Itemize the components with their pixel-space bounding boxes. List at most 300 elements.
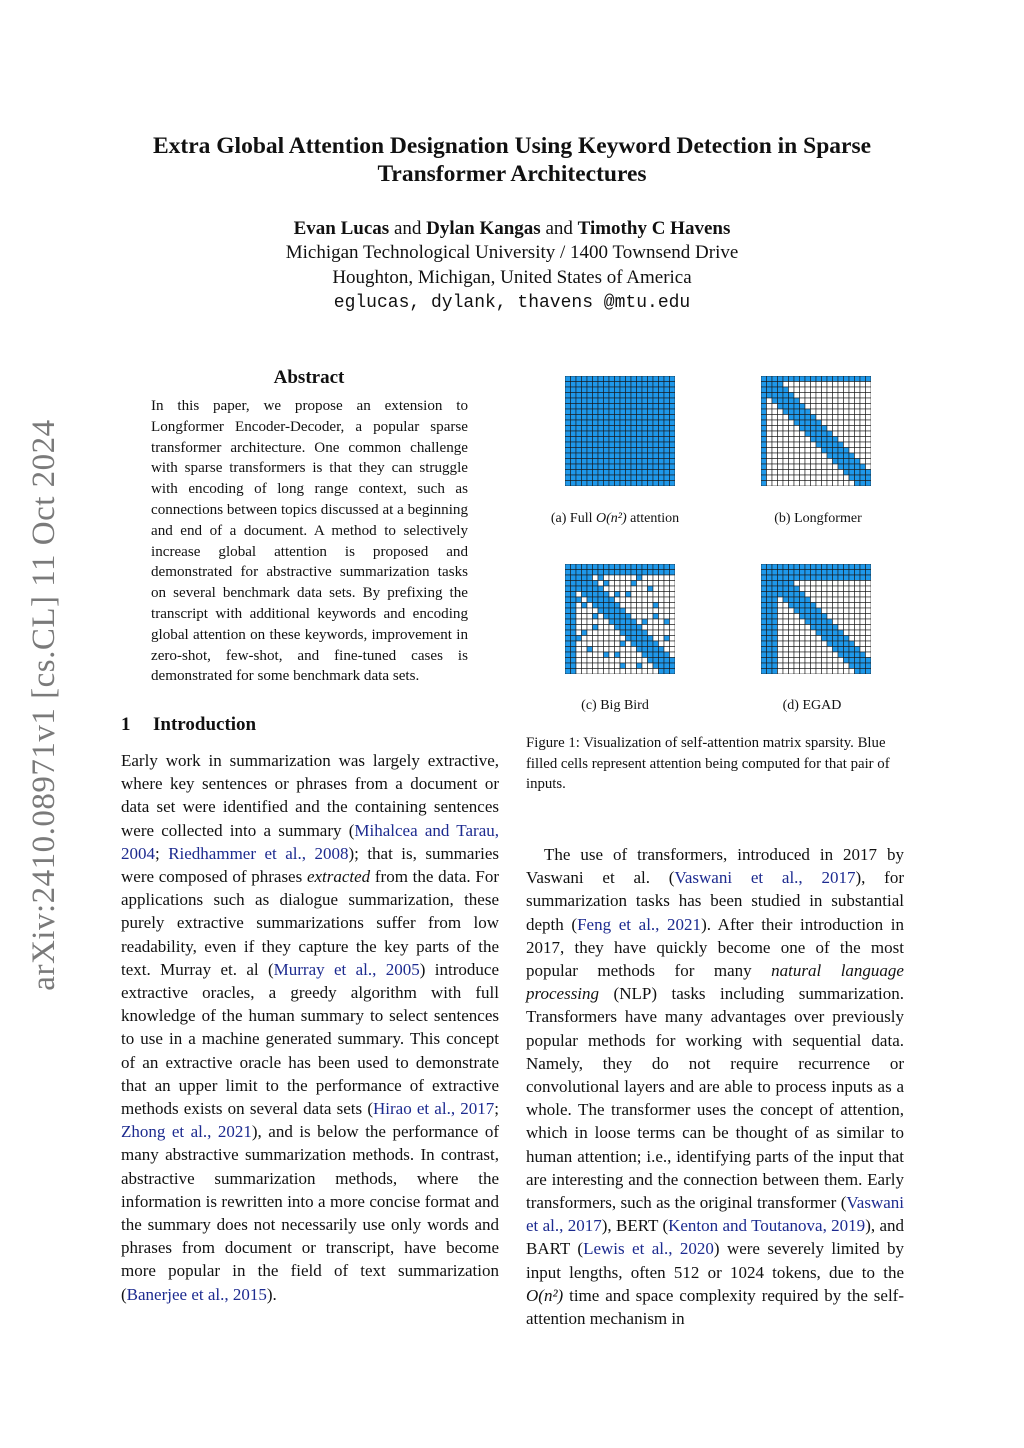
matrix-cell xyxy=(604,663,610,669)
matrix-cell xyxy=(805,658,811,664)
matrix-cell xyxy=(772,404,778,410)
matrix-cell xyxy=(800,426,806,432)
matrix-cell xyxy=(593,393,599,399)
matrix-cell xyxy=(653,393,659,399)
matrix-cell xyxy=(811,625,817,631)
matrix-cell xyxy=(783,564,789,570)
matrix-cell xyxy=(576,586,582,592)
text-run: ), and BART ( xyxy=(526,1216,904,1259)
matrix-cell xyxy=(794,641,800,647)
matrix-cell xyxy=(816,426,822,432)
matrix-cell xyxy=(778,570,784,576)
citation-link[interactable]: Vaswani et al., 2017 xyxy=(526,1193,904,1236)
matrix-cell xyxy=(571,464,577,470)
matrix-cell xyxy=(604,453,610,459)
matrix-cell xyxy=(593,603,599,609)
matrix-cell xyxy=(648,575,654,581)
matrix-cell xyxy=(772,652,778,658)
matrix-cell xyxy=(604,426,610,432)
matrix-cell xyxy=(800,570,806,576)
matrix-cell xyxy=(593,464,599,470)
matrix-cell xyxy=(827,570,833,576)
matrix-cell xyxy=(620,415,626,421)
matrix-cell xyxy=(833,586,839,592)
matrix-cell xyxy=(565,570,571,576)
citation-link[interactable]: Vaswani et al., 2017 xyxy=(674,868,856,888)
matrix-cell xyxy=(800,669,806,675)
matrix-cell xyxy=(571,475,577,481)
figure-caption: Figure 1: Visualization of self-attention matrix sparsity. Blue filled cells represent attention being computed for that pair of inputs. xyxy=(526,735,890,792)
matrix-cell xyxy=(838,586,844,592)
matrix-cell xyxy=(805,619,811,625)
matrix-cell xyxy=(615,658,621,664)
matrix-cell xyxy=(800,564,806,570)
matrix-cell xyxy=(811,603,817,609)
matrix-cell xyxy=(626,647,632,653)
matrix-cell xyxy=(609,658,615,664)
matrix-cell xyxy=(844,448,850,454)
matrix-cell xyxy=(827,630,833,636)
citation-link[interactable]: Murray et al., 2005 xyxy=(273,959,420,979)
matrix-cell xyxy=(811,586,817,592)
matrix-cell xyxy=(844,387,850,393)
matrix-cell xyxy=(866,415,872,421)
matrix-cell xyxy=(866,393,872,399)
matrix-cell xyxy=(827,464,833,470)
matrix-cell xyxy=(860,570,866,576)
title-line-1: Extra Global Attention Designation Using Keyword Detection in Sparse xyxy=(152,133,872,159)
matrix-cell xyxy=(565,475,571,481)
matrix-cell xyxy=(609,420,615,426)
matrix-cell xyxy=(816,437,822,443)
matrix-cell xyxy=(811,442,817,448)
matrix-cell xyxy=(598,647,604,653)
matrix-cell xyxy=(794,619,800,625)
matrix-cell xyxy=(855,641,861,647)
matrix-cell xyxy=(866,581,872,587)
matrix-cell xyxy=(670,625,676,631)
matrix-cell xyxy=(855,387,861,393)
matrix-cell xyxy=(761,592,767,598)
matrix-cell xyxy=(789,586,795,592)
matrix-cell xyxy=(659,475,665,481)
matrix-cell xyxy=(816,382,822,388)
matrix-cell xyxy=(844,404,850,410)
matrix-cell xyxy=(827,459,833,465)
matrix-cell xyxy=(598,376,604,382)
matrix-cell xyxy=(778,647,784,653)
matrix-cell xyxy=(604,431,610,437)
matrix-cell xyxy=(620,409,626,415)
matrix-cell xyxy=(587,608,593,614)
matrix-cell xyxy=(772,475,778,481)
matrix-cell xyxy=(659,393,665,399)
matrix-cell xyxy=(816,376,822,382)
matrix-cell xyxy=(659,442,665,448)
matrix-cell xyxy=(653,464,659,470)
matrix-cell xyxy=(844,597,850,603)
matrix-cell xyxy=(789,475,795,481)
matrix-cell xyxy=(805,453,811,459)
matrix-cell xyxy=(653,420,659,426)
matrix-cell xyxy=(642,641,648,647)
matrix-cell xyxy=(631,453,637,459)
matrix-cell xyxy=(631,481,637,487)
matrix-cell xyxy=(670,376,676,382)
matrix-cell xyxy=(615,470,621,476)
matrix-cell xyxy=(659,630,665,636)
matrix-cell xyxy=(849,597,855,603)
matrix-cell xyxy=(833,475,839,481)
matrix-cell xyxy=(844,475,850,481)
matrix-cell xyxy=(849,448,855,454)
matrix-cell xyxy=(642,652,648,658)
matrix-cell xyxy=(866,442,872,448)
matrix-cell xyxy=(827,453,833,459)
matrix-cell xyxy=(571,586,577,592)
matrix-cell xyxy=(800,636,806,642)
matrix-cell xyxy=(642,658,648,664)
matrix-cell xyxy=(642,614,648,620)
matrix-cell xyxy=(827,382,833,388)
matrix-cell xyxy=(783,404,789,410)
matrix-cell xyxy=(598,652,604,658)
matrix-cell xyxy=(833,647,839,653)
matrix-cell xyxy=(664,448,670,454)
matrix-cell xyxy=(794,475,800,481)
matrix-cell xyxy=(576,647,582,653)
matrix-cell xyxy=(761,481,767,487)
matrix-cell xyxy=(659,404,665,410)
citation-link[interactable]: Banerjee et al., 2015 xyxy=(126,1284,267,1304)
matrix-cell xyxy=(855,614,861,620)
matrix-cell xyxy=(783,669,789,675)
matrix-cell xyxy=(866,431,872,437)
matrix-cell xyxy=(582,608,588,614)
matrix-cell xyxy=(805,431,811,437)
matrix-cell xyxy=(604,581,610,587)
matrix-cell xyxy=(615,581,621,587)
matrix-cell xyxy=(576,442,582,448)
matrix-cell xyxy=(794,404,800,410)
matrix-cell xyxy=(827,575,833,581)
matrix-cell xyxy=(626,641,632,647)
matrix-cell xyxy=(664,652,670,658)
matrix-cell xyxy=(664,387,670,393)
matrix-cell xyxy=(653,431,659,437)
matrix-cell xyxy=(604,415,610,421)
matrix-cell xyxy=(789,387,795,393)
matrix-cell xyxy=(637,409,643,415)
matrix-cell xyxy=(855,426,861,432)
matrix-cell xyxy=(816,619,822,625)
matrix-cell xyxy=(642,625,648,631)
matrix-cell xyxy=(582,614,588,620)
matrix-cell xyxy=(827,603,833,609)
matrix-cell xyxy=(866,608,872,614)
matrix-cell xyxy=(827,442,833,448)
matrix-cell xyxy=(761,382,767,388)
matrix-cell xyxy=(833,570,839,576)
matrix-cell xyxy=(620,586,626,592)
matrix-cell xyxy=(800,641,806,647)
matrix-cell xyxy=(620,614,626,620)
matrix-cell xyxy=(637,382,643,388)
matrix-cell xyxy=(783,481,789,487)
matrix-cell xyxy=(778,420,784,426)
matrix-cell xyxy=(620,647,626,653)
matrix-cell xyxy=(626,453,632,459)
matrix-cell xyxy=(637,669,643,675)
matrix-cell xyxy=(604,597,610,603)
matrix-cell xyxy=(598,608,604,614)
matrix-cell xyxy=(642,387,648,393)
matrix-cell xyxy=(789,608,795,614)
matrix-cell xyxy=(860,409,866,415)
matrix-cell xyxy=(615,448,621,454)
matrix-cell xyxy=(631,415,637,421)
matrix-cell xyxy=(604,420,610,426)
matrix-cell xyxy=(604,619,610,625)
matrix-cell xyxy=(833,382,839,388)
matrix-cell xyxy=(860,603,866,609)
matrix-cell xyxy=(783,652,789,658)
matrix-cell xyxy=(615,663,621,669)
matrix-cell xyxy=(838,470,844,476)
matrix-cell xyxy=(772,453,778,459)
matrix-cell xyxy=(604,475,610,481)
matrix-cell xyxy=(827,652,833,658)
matrix-cell xyxy=(860,415,866,421)
matrix-cell xyxy=(615,404,621,410)
matrix-cell xyxy=(648,393,654,399)
citation-link[interactable]: Lewis et al., 2020 xyxy=(583,1239,714,1259)
matrix-cell xyxy=(822,453,828,459)
matrix-cell xyxy=(571,376,577,382)
matrix-cell xyxy=(778,437,784,443)
matrix-cell xyxy=(598,564,604,570)
matrix-cell xyxy=(637,619,643,625)
matrix-cell xyxy=(811,597,817,603)
matrix-cell xyxy=(849,470,855,476)
author-emails[interactable]: eglucas, dylank, thavens @mtu.edu xyxy=(333,293,691,313)
citation-link[interactable]: Feng et al., 2021 xyxy=(577,914,702,934)
matrix-cell xyxy=(772,575,778,581)
matrix-cell xyxy=(827,663,833,669)
citation-link[interactable]: Mihalcea and Tarau, 2004 xyxy=(121,820,499,863)
matrix-cell xyxy=(833,625,839,631)
matrix-cell xyxy=(653,597,659,603)
matrix-cell xyxy=(778,636,784,642)
matrix-cell xyxy=(587,586,593,592)
matrix-cell xyxy=(587,464,593,470)
matrix-cell xyxy=(670,570,676,576)
matrix-cell xyxy=(648,382,654,388)
matrix-cell xyxy=(598,619,604,625)
arxiv-identifier-stamp: arXiv:2410.08971v1 [cs.CL] 11 Oct 2024 xyxy=(26,419,62,991)
matrix-cell xyxy=(811,619,817,625)
matrix-cell xyxy=(855,625,861,631)
matrix-cell xyxy=(794,442,800,448)
matrix-cell xyxy=(670,409,676,415)
matrix-cell xyxy=(789,658,795,664)
matrix-cell xyxy=(783,420,789,426)
matrix-cell xyxy=(571,393,577,399)
matrix-cell xyxy=(838,420,844,426)
matrix-cell xyxy=(844,437,850,443)
matrix-cell xyxy=(805,398,811,404)
matrix-cell xyxy=(844,481,850,487)
matrix-cell xyxy=(648,420,654,426)
matrix-cell xyxy=(565,614,571,620)
matrix-cell xyxy=(789,592,795,598)
matrix-cell xyxy=(664,382,670,388)
matrix-cell xyxy=(582,636,588,642)
matrix-cell xyxy=(615,603,621,609)
matrix-cell xyxy=(642,586,648,592)
matrix-cell xyxy=(822,475,828,481)
matrix-cell xyxy=(648,597,654,603)
matrix-cell xyxy=(587,625,593,631)
matrix-cell xyxy=(615,586,621,592)
matrix-cell xyxy=(582,652,588,658)
matrix-cell xyxy=(664,376,670,382)
matrix-cell xyxy=(838,608,844,614)
matrix-cell xyxy=(637,464,643,470)
citation-link[interactable]: Zhong et al., 2021 xyxy=(121,1122,252,1142)
matrix-cell xyxy=(670,393,676,399)
matrix-cell xyxy=(772,382,778,388)
matrix-cell xyxy=(571,426,577,432)
matrix-cell xyxy=(778,575,784,581)
matrix-cell xyxy=(778,404,784,410)
matrix-cell xyxy=(576,630,582,636)
matrix-cell xyxy=(648,619,654,625)
matrix-cell xyxy=(637,387,643,393)
matrix-cell xyxy=(855,481,861,487)
matrix-cell xyxy=(576,570,582,576)
matrix-cell xyxy=(794,382,800,388)
matrix-cell xyxy=(827,647,833,653)
matrix-cell xyxy=(670,647,676,653)
matrix-cell xyxy=(838,393,844,399)
matrix-cell xyxy=(844,669,850,675)
matrix-cell xyxy=(860,464,866,470)
matrix-cell xyxy=(670,431,676,437)
matrix-cell xyxy=(827,415,833,421)
matrix-cell xyxy=(615,614,621,620)
matrix-cell xyxy=(670,415,676,421)
matrix-cell xyxy=(761,431,767,437)
matrix-cell xyxy=(609,603,615,609)
matrix-cell xyxy=(789,437,795,443)
matrix-cell xyxy=(664,409,670,415)
matrix-cell xyxy=(631,459,637,465)
matrix-cell xyxy=(778,415,784,421)
matrix-cell xyxy=(587,459,593,465)
matrix-cell xyxy=(761,426,767,432)
matrix-cell xyxy=(866,453,872,459)
matrix-cell xyxy=(653,481,659,487)
matrix-cell xyxy=(789,398,795,404)
matrix-cell xyxy=(565,625,571,631)
matrix-cell xyxy=(778,597,784,603)
matrix-cell xyxy=(648,658,654,664)
matrix-cell xyxy=(571,669,577,675)
matrix-cell xyxy=(761,652,767,658)
author-1: Evan Lucas xyxy=(293,218,390,239)
matrix-cell xyxy=(816,470,822,476)
matrix-cell xyxy=(565,453,571,459)
citation-link[interactable]: Kenton and Toutanova, 2019 xyxy=(668,1216,866,1236)
matrix-cell xyxy=(604,564,610,570)
matrix-cell xyxy=(565,630,571,636)
matrix-cell xyxy=(565,658,571,664)
matrix-cell xyxy=(659,481,665,487)
matrix-cell xyxy=(664,481,670,487)
matrix-cell xyxy=(778,581,784,587)
matrix-cell xyxy=(648,409,654,415)
matrix-cell xyxy=(582,564,588,570)
matrix-cell xyxy=(587,387,593,393)
matrix-cell xyxy=(565,636,571,642)
matrix-cell xyxy=(849,652,855,658)
matrix-cell xyxy=(772,663,778,669)
matrix-cell xyxy=(778,614,784,620)
matrix-cell xyxy=(626,658,632,664)
matrix-cell xyxy=(609,570,615,576)
matrix-cell xyxy=(565,448,571,454)
matrix-cell xyxy=(670,586,676,592)
matrix-cell xyxy=(794,597,800,603)
matrix-cell xyxy=(648,387,654,393)
matrix-cell xyxy=(800,409,806,415)
citation-link[interactable]: Hirao et al., 2017 xyxy=(372,1099,495,1119)
citation-link[interactable]: Riedhammer et al., 2008 xyxy=(168,843,349,863)
matrix-cell xyxy=(659,570,665,576)
matrix-cell xyxy=(783,619,789,625)
matrix-cell xyxy=(800,448,806,454)
matrix-cell xyxy=(833,409,839,415)
text-run: ) introduce extractive oracles, a greedy algorithm with full knowledge of the human summary to select sentences to use in a machine generated summary. This concept of an extractive oracle has been used to demonstrate that an upper limit to the performance of extractive methods exists on several data sets ( xyxy=(121,959,499,1119)
matrix-cell xyxy=(664,470,670,476)
matrix-cell xyxy=(615,437,621,443)
matrix-cell xyxy=(767,398,773,404)
matrix-cell xyxy=(783,581,789,587)
matrix-cell xyxy=(637,475,643,481)
matrix-cell xyxy=(637,393,643,399)
matrix-cell xyxy=(615,641,621,647)
matrix-cell xyxy=(849,459,855,465)
matrix-cell xyxy=(767,658,773,664)
matrix-cell xyxy=(855,564,861,570)
matrix-cell xyxy=(576,448,582,454)
matrix-cell xyxy=(800,398,806,404)
matrix-cell xyxy=(816,586,822,592)
matrix-cell xyxy=(670,426,676,432)
matrix-cell xyxy=(593,647,599,653)
matrix-cell xyxy=(587,603,593,609)
matrix-cell xyxy=(576,652,582,658)
matrix-cell xyxy=(626,448,632,454)
matrix-cell xyxy=(800,376,806,382)
matrix-cell xyxy=(816,603,822,609)
matrix-cell xyxy=(576,564,582,570)
matrix-cell xyxy=(827,586,833,592)
matrix-cell xyxy=(604,658,610,664)
matrix-cell xyxy=(816,415,822,421)
matrix-cell xyxy=(631,575,637,581)
